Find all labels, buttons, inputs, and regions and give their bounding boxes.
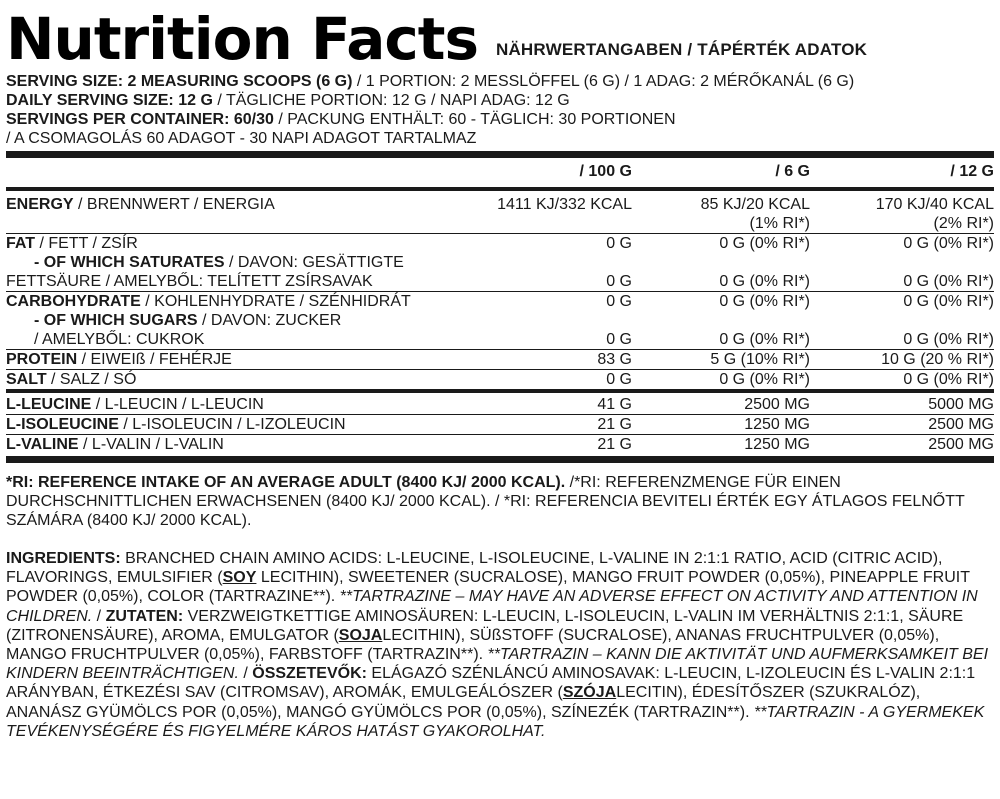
cell-12g bbox=[810, 189, 994, 234]
page-subtitle: NÄHRWERTANGABEN / TÁPÉRTÉK ADATOK bbox=[495, 40, 868, 59]
column-header-100g: / 100 G bbox=[579, 163, 632, 180]
cell-6g: 0 G (0% RI*) bbox=[632, 370, 810, 392]
table-row-fat bbox=[6, 234, 994, 254]
row-label-line2: FETTSÄURE / AMELYBŐL: TELÍTETT ZSÍRSAVAK bbox=[6, 273, 373, 290]
cell-100g: 1411 KJ/332 KCAL bbox=[426, 189, 632, 234]
table-row-saturates bbox=[6, 253, 994, 292]
separator: / bbox=[92, 607, 106, 625]
row-label-rest: / BRENNWERT / ENERGIA bbox=[73, 196, 275, 213]
cell-12g: 10 G (20 % RI*) bbox=[810, 350, 994, 370]
row-label-bold: L-LEUCINE bbox=[6, 396, 92, 413]
cell-6g-line1: 85 KJ/20 KCAL bbox=[700, 196, 810, 213]
ingredients-text: ELÁGAZÓ SZÉNLÁNCÚ AMINOSAVAK: L-LEUCIN, L-IZOLEUCIN ÉS L-VALIN 2:1:1 ARÁNYBAN, ÉTKEZÉSI SAV (CITROMSAV), AROMÁK, EMULGEÁLÓSZER ( bbox=[6, 665, 976, 702]
divider-thick bbox=[6, 456, 994, 463]
table-row-sugars bbox=[6, 311, 994, 350]
table-row-valine bbox=[6, 435, 994, 455]
label-header bbox=[6, 0, 994, 73]
ri-footnote-bold: *RI: REFERENCE INTAKE OF AN AVERAGE ADULT (8400 KJ/ 2000 KCAL). bbox=[6, 474, 566, 491]
serving-size-line bbox=[6, 72, 994, 91]
table-row-leucine bbox=[6, 391, 994, 415]
ingredients-block bbox=[6, 549, 994, 741]
column-header-6g: / 6 G bbox=[775, 163, 810, 180]
row-label-line2: / AMELYBŐL: CUKROK bbox=[34, 331, 205, 348]
cell-12g-line1: 170 KJ/40 KCAL bbox=[875, 196, 994, 213]
page-title: Nutrition Facts bbox=[6, 5, 478, 73]
table-row-isoleucine bbox=[6, 415, 994, 435]
row-label bbox=[6, 234, 426, 254]
daily-serving-rest: / TÄGLICHE PORTION: 12 G / NAPI ADAG: 12 G bbox=[212, 92, 570, 109]
cell-12g: 0 G (0% RI*) bbox=[903, 273, 994, 290]
allergen-szoja: SZÓJA bbox=[562, 684, 617, 702]
row-label-rest: / FETT / ZSÍR bbox=[35, 235, 138, 252]
cell-12g: 0 G (0% RI*) bbox=[810, 370, 994, 392]
cell-100g: 0 G bbox=[606, 273, 632, 290]
row-label-rest: / DAVON: GESÄTTIGTE bbox=[224, 254, 404, 271]
table-header-row bbox=[6, 158, 994, 189]
tartrazine-warning: **TARTRAZIN - A GYERMEKEK TEVÉKENYSÉGÉRE ÉS FIGYELMÉRE KÁROS HATÁST GYAKOROLHAT. bbox=[6, 703, 985, 740]
row-label-bold: - OF WHICH SATURATES bbox=[34, 254, 225, 271]
ingredients-text: LECITHIN), SWEETENER (SUCRALOSE), MANGO FRUIT POWDER (0,05%), PINEAPPLE FRUIT POWDER (0,05%), COLOR (TARTRAZINE**). bbox=[6, 569, 970, 606]
row-label-rest: / L-VALIN / L-VALIN bbox=[78, 436, 224, 453]
cell-6g: 1250 MG bbox=[632, 435, 810, 455]
servings-container-label: SERVINGS PER CONTAINER: 60/30 bbox=[6, 111, 274, 128]
row-label bbox=[6, 435, 426, 455]
table-row-carbohydrate bbox=[6, 292, 994, 312]
ingredients-text: LECITIN), ÉDESÍTŐSZER (SZUKRALÓZ), ANANÁSZ GYÜMÖLCS POR (0,05%), MANGÓ GYÜMÖLCS POR (0,05%), SZÍNEZÉK (TARTRAZIN**). bbox=[6, 684, 921, 721]
cell-6g: 0 G (0% RI*) bbox=[719, 331, 810, 348]
zutaten-label: ZUTATEN: bbox=[105, 607, 184, 625]
row-label-rest: / EIWEIß / FEHÉRJE bbox=[77, 351, 232, 368]
ingredients-label: INGREDIENTS: bbox=[6, 550, 121, 567]
cell-100g: 0 G bbox=[426, 292, 632, 312]
cell-100g: 83 G bbox=[426, 350, 632, 370]
row-label-rest: / DAVON: ZUCKER bbox=[197, 312, 342, 329]
divider-thick bbox=[6, 151, 994, 158]
row-label-bold: L-ISOLEUCINE bbox=[6, 416, 119, 433]
serving-size-label: SERVING SIZE: 2 MEASURING SCOOPS (6 G) bbox=[6, 73, 353, 90]
separator: / bbox=[238, 665, 253, 683]
cell-6g: 2500 MG bbox=[632, 391, 810, 415]
servings-container-line bbox=[6, 110, 994, 129]
cell-100g: 0 G bbox=[426, 234, 632, 254]
cell-6g bbox=[632, 189, 810, 234]
row-label bbox=[6, 253, 426, 292]
cell-12g-line2: (2% RI*) bbox=[933, 215, 994, 232]
row-label-rest: / L-ISOLEUCIN / L-IZOLEUCIN bbox=[118, 416, 346, 433]
cell-6g-line2: (1% RI*) bbox=[749, 215, 810, 232]
cell-12g: 2500 MG bbox=[810, 435, 994, 455]
osszetevok-label: ÖSSZETEVŐK: bbox=[252, 665, 367, 683]
nutrition-table bbox=[6, 158, 994, 454]
allergen-soy: SOY bbox=[222, 569, 257, 587]
row-label-rest: / SALZ / SÓ bbox=[46, 371, 137, 388]
serving-info bbox=[6, 72, 994, 148]
row-label-bold: L-VALINE bbox=[6, 436, 79, 453]
cell-6g: 0 G (0% RI*) bbox=[719, 273, 810, 290]
cell-6g: 1250 MG bbox=[632, 415, 810, 435]
ingredients-text: VERZWEIGTKETTIGE AMINOSÄUREN: L-LEUCIN, L-ISOLEUCIN, L-VALIN IM VERHÄLTNIS 2:1:1, SÄURE (ZITRONENSÄURE), AROMA, EMULGATOR ( bbox=[6, 607, 964, 644]
row-label-rest: / KOHLENHYDRATE / SZÉNHIDRÁT bbox=[140, 293, 411, 310]
table-row-energy bbox=[6, 189, 994, 234]
table-row-protein bbox=[6, 350, 994, 370]
nutrition-label bbox=[6, 0, 994, 741]
cell-12g: 0 G (0% RI*) bbox=[810, 234, 994, 254]
cell-6g: 5 G (10% RI*) bbox=[632, 350, 810, 370]
cell-12g: 5000 MG bbox=[810, 391, 994, 415]
serving-size-rest: / 1 PORTION: 2 MESSLÖFFEL (6 G) / 1 ADAG: 2 MÉRŐKANÁL (6 G) bbox=[352, 73, 855, 90]
daily-serving-label: DAILY SERVING SIZE: 12 G bbox=[6, 92, 213, 109]
cell-12g: 0 G (0% RI*) bbox=[810, 292, 994, 312]
ri-footnote bbox=[6, 473, 994, 530]
cell-100g: 41 G bbox=[426, 391, 632, 415]
row-label bbox=[6, 350, 426, 370]
row-label bbox=[6, 189, 426, 234]
row-label bbox=[6, 415, 426, 435]
row-label bbox=[6, 391, 426, 415]
ingredients-text: BRANCHED CHAIN AMINO ACIDS: L-LEUCINE, L-ISOLEUCINE, L-VALINE IN 2:1:1 RATIO, ACID (CITRIC ACID), FLAVORINGS, EMULSIFIER ( bbox=[6, 550, 943, 587]
table-row-salt bbox=[6, 370, 994, 392]
servings-container-line-2: / A CSOMAGOLÁS 60 ADAGOT - 30 NAPI ADAGOT TARTALMAZ bbox=[6, 130, 477, 147]
row-label-bold: CARBOHYDRATE bbox=[6, 293, 141, 310]
allergen-soja: SOJA bbox=[338, 626, 383, 644]
cell-100g: 0 G bbox=[426, 370, 632, 392]
row-label bbox=[6, 311, 426, 350]
ingredients-text: LECITHIN), SÜßSTOFF (SUCRALOSE), ANANAS FRUCHTPULVER (0,05%), MANGO FRUCHTPULVER (0,05%), FARBSTOFF (TARTRAZIN**). bbox=[6, 626, 940, 664]
cell-100g: 0 G bbox=[606, 331, 632, 348]
ri-footnote-rest: /*RI: REFERENZMENGE FÜR EINEN DURCHSCHNITTLICHEN ERWACHSENEN (8400 KJ/ 2000 KCAL). / *RI: REFERENCIA BEVITELI ÉRTÉK EGY ÁTLAGOS FELNŐTT SZÁMÁRA (8400 KJ/ 2000 KCAL). bbox=[6, 474, 965, 529]
cell-100g: 21 G bbox=[426, 435, 632, 455]
cell-12g: 0 G (0% RI*) bbox=[903, 331, 994, 348]
row-label-bold: - OF WHICH SUGARS bbox=[34, 312, 198, 329]
row-label bbox=[6, 370, 426, 392]
cell-6g: 0 G (0% RI*) bbox=[632, 234, 810, 254]
cell-12g: 2500 MG bbox=[810, 415, 994, 435]
row-label-bold: ENERGY bbox=[6, 196, 74, 213]
row-label-bold: SALT bbox=[6, 371, 47, 388]
row-label-rest: / L-LEUCIN / L-LEUCIN bbox=[91, 396, 264, 413]
cell-6g: 0 G (0% RI*) bbox=[632, 292, 810, 312]
row-label-bold: FAT bbox=[6, 235, 36, 252]
row-label-bold: PROTEIN bbox=[6, 351, 78, 368]
row-label bbox=[6, 292, 426, 312]
servings-container-rest: / PACKUNG ENTHÄLT: 60 - TÄGLICH: 30 PORTIONEN bbox=[273, 111, 676, 128]
column-header-12g: / 12 G bbox=[950, 163, 994, 180]
column-header-empty bbox=[6, 158, 426, 189]
cell-100g: 21 G bbox=[426, 415, 632, 435]
daily-serving-line bbox=[6, 91, 994, 110]
tartrazine-warning: **TARTRAZINE – MAY HAVE AN ADVERSE EFFECT ON ACTIVITY AND ATTENTION IN CHILDREN. bbox=[6, 588, 978, 625]
tartrazine-warning: **TARTRAZIN – KANN DIE AKTIVITÄT UND AUFMERKSAMKEIT BEI KINDERN BEEINTRÄCHTIGEN. bbox=[6, 646, 989, 683]
